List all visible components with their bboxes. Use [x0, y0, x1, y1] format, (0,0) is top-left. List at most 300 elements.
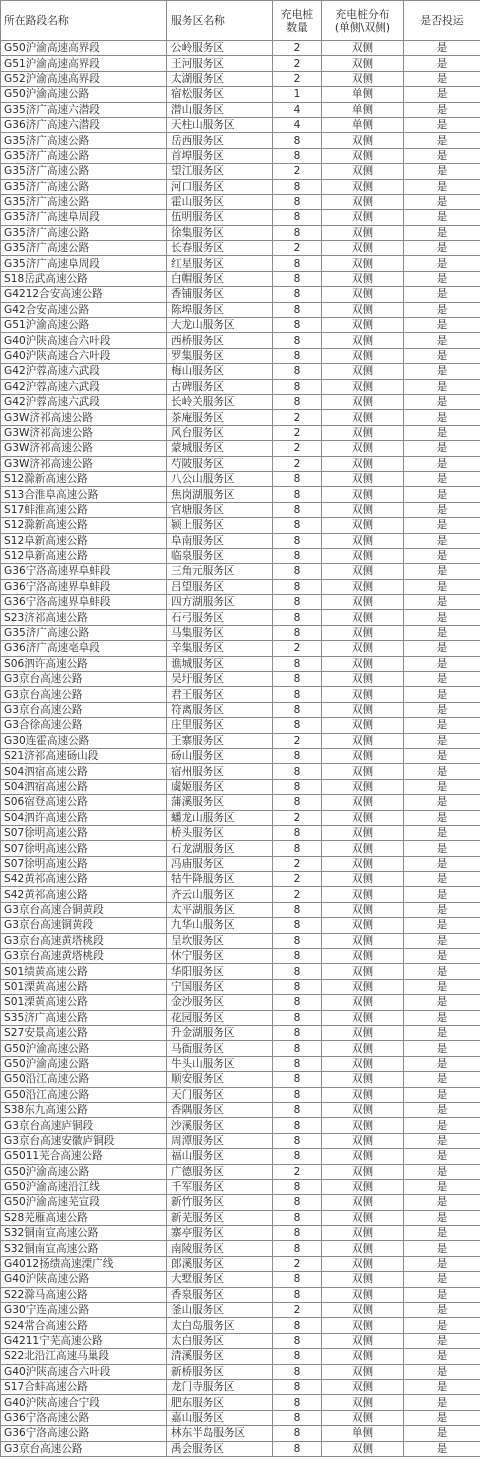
cell-service-area: 呈坎服务区 [167, 933, 273, 948]
cell-road-segment: G3京台高速公路 [1, 702, 167, 717]
table-row [1, 1287, 480, 1302]
cell-in-operation: 是 [404, 1272, 480, 1287]
table-row [1, 194, 480, 209]
table-row [1, 995, 480, 1010]
cell-road-segment: G42沪蓉高速六武段 [1, 379, 167, 394]
cell-service-area: 陈埠服务区 [167, 302, 273, 317]
cell-service-area: 香隅服务区 [167, 1102, 273, 1117]
table-row [1, 810, 480, 825]
cell-charger-count: 8 [273, 748, 322, 763]
cell-charger-count: 2 [273, 1164, 322, 1179]
cell-service-area: 太白服务区 [167, 1333, 273, 1348]
table-row [1, 779, 480, 794]
table-row [1, 1010, 480, 1025]
cell-charger-count: 8 [273, 394, 322, 409]
cell-charger-distribution: 双侧 [322, 1179, 404, 1194]
cell-charger-count: 8 [273, 210, 322, 225]
cell-charger-distribution: 双侧 [322, 810, 404, 825]
cell-charger-count: 8 [273, 625, 322, 640]
cell-charger-count: 2 [273, 56, 322, 71]
cell-charger-distribution: 双侧 [322, 841, 404, 856]
cell-road-segment: S27安景高速公路 [1, 1026, 167, 1041]
cell-charger-distribution: 双侧 [322, 1441, 404, 1456]
cell-in-operation: 是 [404, 902, 480, 917]
cell-road-segment: S13合淮阜高速公路 [1, 487, 167, 502]
table-row [1, 471, 480, 486]
cell-charger-count: 8 [273, 795, 322, 810]
cell-service-area: 肥东服务区 [167, 1395, 273, 1410]
cell-charger-count: 8 [273, 1010, 322, 1025]
cell-road-segment: S06泗许高速公路 [1, 656, 167, 671]
cell-service-area: 蒲溪服务区 [167, 795, 273, 810]
table-row [1, 933, 480, 948]
header-charger-count-line1: 充电桩 [280, 7, 314, 21]
cell-charger-count: 8 [273, 718, 322, 733]
cell-charger-count: 8 [273, 918, 322, 933]
header-in-operation: 是否投运 [404, 1, 480, 41]
cell-road-segment: G3京台高速黄塔桃段 [1, 933, 167, 948]
cell-service-area: 符离服务区 [167, 702, 273, 717]
cell-charger-distribution: 双侧 [322, 302, 404, 317]
table-row [1, 117, 480, 132]
table-row [1, 841, 480, 856]
cell-charger-distribution: 双侧 [322, 1241, 404, 1256]
header-charger-count [273, 1, 322, 41]
cell-charger-distribution: 双侧 [322, 687, 404, 702]
cell-in-operation: 是 [404, 641, 480, 656]
cell-charger-distribution: 双侧 [322, 41, 404, 56]
cell-road-segment: G35济广高速公路 [1, 625, 167, 640]
cell-service-area: 芍陂服务区 [167, 456, 273, 471]
table-row [1, 87, 480, 102]
cell-in-operation: 是 [404, 87, 480, 102]
cell-road-segment: S23济祁高速公路 [1, 610, 167, 625]
cell-road-segment: S42黄祁高速公路 [1, 887, 167, 902]
cell-charger-count: 8 [273, 964, 322, 979]
cell-service-area: 宿松服务区 [167, 87, 273, 102]
cell-in-operation: 是 [404, 425, 480, 440]
cell-service-area: 牯牛降服务区 [167, 872, 273, 887]
cell-in-operation: 是 [404, 1164, 480, 1179]
cell-in-operation: 是 [404, 1333, 480, 1348]
cell-road-segment: S06宿登高速公路 [1, 795, 167, 810]
cell-road-segment: G35济广高速公路 [1, 133, 167, 148]
cell-service-area: 香铺服务区 [167, 287, 273, 302]
cell-in-operation: 是 [404, 672, 480, 687]
header-charger-count-line2: 数量 [286, 20, 308, 34]
cell-road-segment: S42黄祁高速公路 [1, 872, 167, 887]
cell-road-segment: G3京台高速铜黄段 [1, 918, 167, 933]
cell-in-operation: 是 [404, 1056, 480, 1071]
cell-road-segment: S12阜新高速公路 [1, 548, 167, 563]
table-row [1, 71, 480, 86]
cell-in-operation: 是 [404, 856, 480, 871]
cell-in-operation: 是 [404, 764, 480, 779]
cell-charger-distribution: 双侧 [322, 672, 404, 687]
cell-road-segment: G3W济祁高速公路 [1, 410, 167, 425]
cell-service-area: 齐云山服务区 [167, 887, 273, 902]
table-row [1, 595, 480, 610]
cell-charger-distribution: 双侧 [322, 995, 404, 1010]
cell-service-area: 焦岗湖服务区 [167, 487, 273, 502]
cell-service-area: 石弓服务区 [167, 610, 273, 625]
cell-charger-distribution: 双侧 [322, 71, 404, 86]
cell-road-segment: G40沪陕高速公路 [1, 1272, 167, 1287]
cell-charger-count: 8 [273, 1379, 322, 1394]
cell-road-segment: G42合安高速公路 [1, 302, 167, 317]
cell-in-operation: 是 [404, 1318, 480, 1333]
cell-road-segment: G36济广高速六潜段 [1, 117, 167, 132]
cell-road-segment: S04泗宿高速公路 [1, 764, 167, 779]
cell-charger-count: 8 [273, 595, 322, 610]
cell-charger-distribution: 双侧 [322, 333, 404, 348]
cell-in-operation: 是 [404, 718, 480, 733]
table-row [1, 133, 480, 148]
cell-service-area: 马集服务区 [167, 625, 273, 640]
table-row [1, 964, 480, 979]
cell-road-segment: G36宁洛高速公路 [1, 1410, 167, 1425]
cell-road-segment: G36宁洛高速界阜蚌段 [1, 579, 167, 594]
cell-in-operation: 是 [404, 1195, 480, 1210]
cell-road-segment: G3合徐高速公路 [1, 718, 167, 733]
cell-road-segment: S01溧黄高速公路 [1, 995, 167, 1010]
cell-service-area: 禹会服务区 [167, 1441, 273, 1456]
cell-service-area: 霍山服务区 [167, 194, 273, 209]
cell-service-area: 寨亭服务区 [167, 1226, 273, 1241]
table-row [1, 318, 480, 333]
cell-charger-count: 2 [273, 856, 322, 871]
cell-service-area: 嘉山服务区 [167, 1410, 273, 1425]
cell-charger-count: 8 [273, 779, 322, 794]
cell-charger-distribution: 双侧 [322, 1349, 404, 1364]
cell-charger-distribution: 双侧 [322, 271, 404, 286]
cell-charger-count: 2 [273, 1303, 322, 1318]
cell-charger-count: 8 [273, 1318, 322, 1333]
cell-road-segment: S38东九高速公路 [1, 1102, 167, 1117]
cell-service-area: 宿州服务区 [167, 764, 273, 779]
header-charger-distribution-line2: (单侧\双侧) [334, 20, 391, 34]
table-row [1, 1072, 480, 1087]
table-row [1, 902, 480, 917]
cell-charger-distribution: 双侧 [322, 194, 404, 209]
cell-service-area: 庄里服务区 [167, 718, 273, 733]
cell-in-operation: 是 [404, 1287, 480, 1302]
table-row [1, 394, 480, 409]
cell-charger-distribution: 单侧 [322, 117, 404, 132]
cell-service-area: 河口服务区 [167, 179, 273, 194]
cell-charger-distribution: 双侧 [322, 425, 404, 440]
cell-charger-distribution: 双侧 [322, 795, 404, 810]
cell-charger-distribution: 双侧 [322, 949, 404, 964]
cell-in-operation: 是 [404, 287, 480, 302]
cell-charger-distribution: 双侧 [322, 502, 404, 517]
cell-charger-distribution: 单侧 [322, 1426, 404, 1441]
cell-road-segment: G50沪渝高速高界段 [1, 41, 167, 56]
cell-road-segment: G35济广高速公路 [1, 148, 167, 163]
cell-in-operation: 是 [404, 1226, 480, 1241]
cell-road-segment: G35济广高速阜周段 [1, 210, 167, 225]
table-row [1, 748, 480, 763]
cell-charger-count: 8 [273, 1395, 322, 1410]
table-row [1, 1241, 480, 1256]
cell-road-segment: G40沪陕高速合六叶段 [1, 333, 167, 348]
cell-in-operation: 是 [404, 241, 480, 256]
cell-service-area: 四方湖服务区 [167, 595, 273, 610]
cell-service-area: 茶庵服务区 [167, 410, 273, 425]
cell-in-operation: 是 [404, 995, 480, 1010]
cell-charger-count: 8 [273, 471, 322, 486]
cell-charger-distribution: 双侧 [322, 779, 404, 794]
cell-road-segment: S12阜新高速公路 [1, 533, 167, 548]
cell-charger-distribution: 双侧 [322, 1133, 404, 1148]
cell-charger-count: 8 [273, 256, 322, 271]
cell-in-operation: 是 [404, 487, 480, 502]
cell-service-area: 八公山服务区 [167, 471, 273, 486]
cell-charger-distribution: 双侧 [322, 1256, 404, 1271]
cell-in-operation: 是 [404, 164, 480, 179]
cell-charger-count: 8 [273, 1195, 322, 1210]
table-row [1, 1272, 480, 1287]
cell-in-operation: 是 [404, 795, 480, 810]
table-row [1, 425, 480, 440]
cell-charger-distribution: 双侧 [322, 1303, 404, 1318]
header-service-area: 服务区名称 [167, 1, 273, 41]
cell-in-operation: 是 [404, 1041, 480, 1056]
cell-service-area: 清溪服务区 [167, 1349, 273, 1364]
cell-service-area: 广德服务区 [167, 1164, 273, 1179]
cell-charger-distribution: 双侧 [322, 1026, 404, 1041]
cell-road-segment: G30连霍高速公路 [1, 733, 167, 748]
cell-in-operation: 是 [404, 949, 480, 964]
table-row [1, 164, 480, 179]
table-row [1, 1426, 480, 1441]
cell-road-segment: S01绩黄高速公路 [1, 964, 167, 979]
cell-charger-distribution: 双侧 [322, 364, 404, 379]
cell-charger-count: 8 [273, 1287, 322, 1302]
cell-charger-distribution: 双侧 [322, 210, 404, 225]
cell-in-operation: 是 [404, 71, 480, 86]
table-row [1, 564, 480, 579]
cell-charger-distribution: 双侧 [322, 164, 404, 179]
cell-service-area: 宁国服务区 [167, 979, 273, 994]
table-row [1, 241, 480, 256]
cell-road-segment: G50沪渝高速公路 [1, 87, 167, 102]
cell-charger-distribution: 双侧 [322, 764, 404, 779]
table-row [1, 348, 480, 363]
cell-in-operation: 是 [404, 1210, 480, 1225]
cell-service-area: 徐集服务区 [167, 225, 273, 240]
cell-charger-distribution: 双侧 [322, 564, 404, 579]
cell-charger-distribution: 双侧 [322, 487, 404, 502]
cell-charger-count: 8 [273, 318, 322, 333]
cell-service-area: 郎溪服务区 [167, 1256, 273, 1271]
cell-charger-count: 8 [273, 656, 322, 671]
cell-service-area: 三角元服务区 [167, 564, 273, 579]
cell-service-area: 首埠服务区 [167, 148, 273, 163]
cell-service-area: 天门服务区 [167, 1087, 273, 1102]
cell-charger-distribution: 双侧 [322, 902, 404, 917]
cell-service-area: 临泉服务区 [167, 548, 273, 563]
cell-charger-count: 8 [273, 1087, 322, 1102]
cell-in-operation: 是 [404, 364, 480, 379]
table-row [1, 1441, 480, 1456]
cell-service-area: 林东半岛服务区 [167, 1426, 273, 1441]
cell-road-segment: G4212合安高速公路 [1, 287, 167, 302]
cell-charger-count: 2 [273, 425, 322, 440]
cell-in-operation: 是 [404, 148, 480, 163]
cell-charger-count: 2 [273, 456, 322, 471]
cell-road-segment: S17合蚌高速公路 [1, 1379, 167, 1394]
cell-service-area: 蟠龙山服务区 [167, 810, 273, 825]
cell-road-segment: S32铜南宣高速公路 [1, 1226, 167, 1241]
cell-charger-count: 8 [273, 1410, 322, 1425]
cell-road-segment: S07徐明高速公路 [1, 825, 167, 840]
cell-in-operation: 是 [404, 394, 480, 409]
cell-service-area: 南陵服务区 [167, 1241, 273, 1256]
cell-road-segment: G3W济祁高速公路 [1, 441, 167, 456]
cell-in-operation: 是 [404, 518, 480, 533]
cell-service-area: 太湖服务区 [167, 71, 273, 86]
cell-road-segment: G4211宁芜高速公路 [1, 1333, 167, 1348]
cell-service-area: 大墅服务区 [167, 1272, 273, 1287]
cell-service-area: 阜南服务区 [167, 533, 273, 548]
table-row [1, 579, 480, 594]
cell-road-segment: S01溧黄高速公路 [1, 979, 167, 994]
cell-road-segment: S22滁马高速公路 [1, 1287, 167, 1302]
cell-in-operation: 是 [404, 194, 480, 209]
cell-charger-count: 8 [273, 1272, 322, 1287]
cell-road-segment: G35济广高速公路 [1, 241, 167, 256]
cell-charger-count: 8 [273, 225, 322, 240]
table-header [1, 1, 480, 41]
cell-charger-distribution: 双侧 [322, 718, 404, 733]
cell-charger-count: 2 [273, 641, 322, 656]
cell-charger-count: 4 [273, 102, 322, 117]
cell-in-operation: 是 [404, 471, 480, 486]
cell-charger-count: 8 [273, 687, 322, 702]
cell-charger-distribution: 双侧 [322, 825, 404, 840]
cell-service-area: 太白岛服务区 [167, 1318, 273, 1333]
cell-service-area: 古碑服务区 [167, 379, 273, 394]
cell-in-operation: 是 [404, 748, 480, 763]
cell-service-area: 花园服务区 [167, 1010, 273, 1025]
cell-service-area: 风台服务区 [167, 425, 273, 440]
cell-service-area: 颍上服务区 [167, 518, 273, 533]
cell-in-operation: 是 [404, 1364, 480, 1379]
cell-charger-distribution: 双侧 [322, 1272, 404, 1287]
cell-charger-distribution: 双侧 [322, 933, 404, 948]
cell-charger-count: 8 [273, 1333, 322, 1348]
cell-road-segment: G3京台高速合铜黄段 [1, 902, 167, 917]
cell-charger-count: 8 [273, 1041, 322, 1056]
table-row [1, 502, 480, 517]
cell-road-segment: G35济广高速公路 [1, 179, 167, 194]
table-row [1, 533, 480, 548]
cell-charger-count: 8 [273, 933, 322, 948]
cell-charger-distribution: 双侧 [322, 518, 404, 533]
cell-road-segment: G50沪渝高速公路 [1, 1041, 167, 1056]
cell-in-operation: 是 [404, 225, 480, 240]
table-row [1, 333, 480, 348]
cell-service-area: 吕望服务区 [167, 579, 273, 594]
cell-charger-distribution: 双侧 [322, 1318, 404, 1333]
cell-charger-count: 4 [273, 117, 322, 132]
cell-charger-count: 8 [273, 179, 322, 194]
table-row [1, 718, 480, 733]
cell-charger-count: 2 [273, 887, 322, 902]
cell-road-segment: G50沿江高速公路 [1, 1087, 167, 1102]
cell-charger-count: 8 [273, 564, 322, 579]
cell-service-area: 天柱山服务区 [167, 117, 273, 132]
cell-charger-count: 8 [273, 1149, 322, 1164]
cell-charger-distribution: 双侧 [322, 179, 404, 194]
cell-charger-distribution: 双侧 [322, 1333, 404, 1348]
cell-charger-distribution: 双侧 [322, 256, 404, 271]
cell-service-area: 王寨服务区 [167, 733, 273, 748]
cell-service-area: 梅山服务区 [167, 364, 273, 379]
cell-charger-distribution: 双侧 [322, 1210, 404, 1225]
cell-in-operation: 是 [404, 1179, 480, 1194]
cell-in-operation: 是 [404, 1241, 480, 1256]
cell-road-segment: G30宁连高速公路 [1, 1303, 167, 1318]
cell-charger-distribution: 双侧 [322, 1010, 404, 1025]
cell-road-segment: G50沪渝高速芜宣段 [1, 1195, 167, 1210]
table-row [1, 656, 480, 671]
cell-in-operation: 是 [404, 318, 480, 333]
table-row [1, 825, 480, 840]
cell-in-operation: 是 [404, 1087, 480, 1102]
cell-charger-count: 8 [273, 1349, 322, 1364]
cell-charger-distribution: 双侧 [322, 1056, 404, 1071]
cell-service-area: 升金湖服务区 [167, 1026, 273, 1041]
table-row [1, 1318, 480, 1333]
table-row [1, 1026, 480, 1041]
cell-charger-distribution: 双侧 [322, 1379, 404, 1394]
cell-charger-distribution: 双侧 [322, 533, 404, 548]
cell-charger-distribution: 双侧 [322, 1226, 404, 1241]
cell-in-operation: 是 [404, 1426, 480, 1441]
table-row [1, 256, 480, 271]
cell-in-operation: 是 [404, 210, 480, 225]
table-row [1, 918, 480, 933]
table-row [1, 1041, 480, 1056]
cell-service-area: 谯城服务区 [167, 656, 273, 671]
cell-charger-count: 2 [273, 810, 322, 825]
table-row [1, 148, 480, 163]
cell-in-operation: 是 [404, 979, 480, 994]
cell-in-operation: 是 [404, 302, 480, 317]
cell-service-area: 桥头服务区 [167, 825, 273, 840]
cell-in-operation: 是 [404, 810, 480, 825]
cell-charger-count: 8 [273, 1026, 322, 1041]
table-row [1, 41, 480, 56]
cell-charger-distribution: 双侧 [322, 1118, 404, 1133]
table-row [1, 856, 480, 871]
table-row [1, 1195, 480, 1210]
cell-charger-distribution: 双侧 [322, 1195, 404, 1210]
cell-road-segment: G4012扬绩高速溧广线 [1, 1256, 167, 1271]
table-row [1, 487, 480, 502]
cell-charger-count: 8 [273, 995, 322, 1010]
cell-service-area: 新竹服务区 [167, 1195, 273, 1210]
cell-charger-count: 8 [273, 271, 322, 286]
cell-charger-count: 8 [273, 302, 322, 317]
cell-in-operation: 是 [404, 1303, 480, 1318]
cell-in-operation: 是 [404, 41, 480, 56]
cell-in-operation: 是 [404, 1102, 480, 1117]
cell-charger-count: 8 [273, 533, 322, 548]
cell-charger-count: 2 [273, 733, 322, 748]
